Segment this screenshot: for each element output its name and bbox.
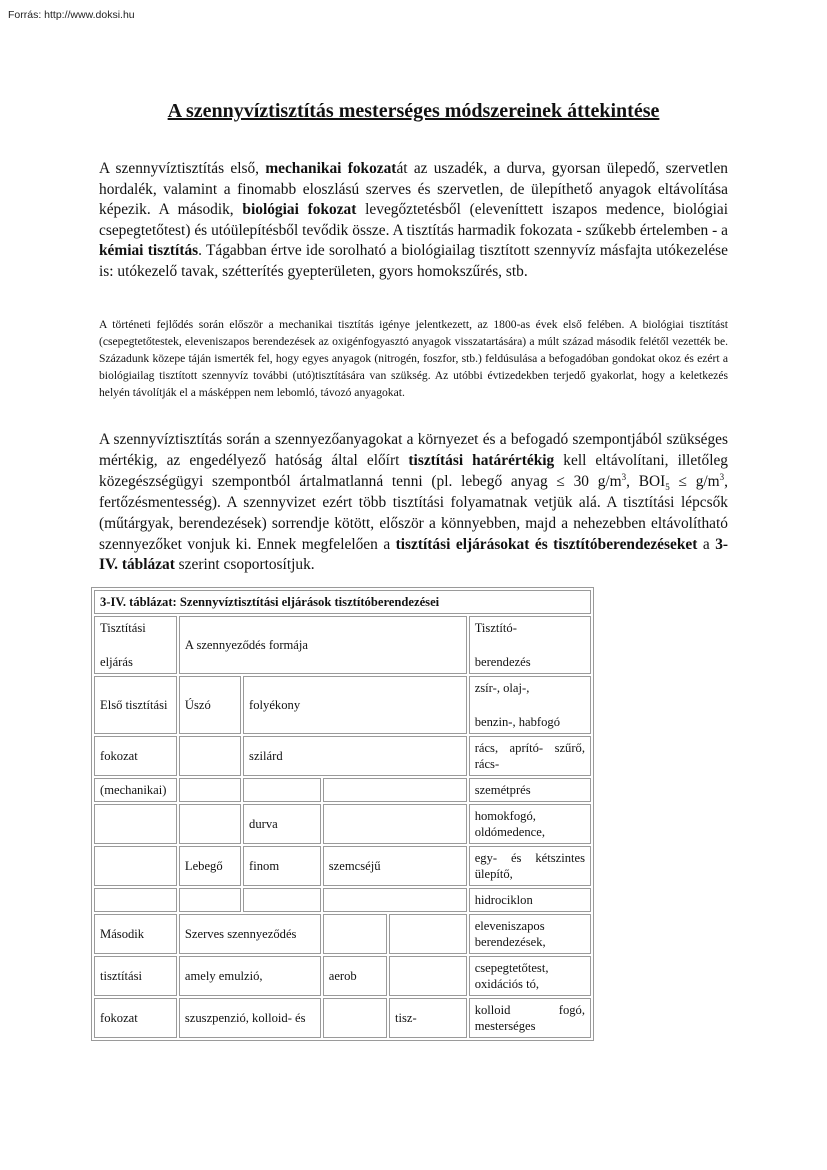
p3-text-2: kell eltávolítani, illetőleg közegészségügyi szempontból ártalmatlanná tenni (pl. lebegő anyag ≤ 30 g/m [99, 451, 728, 490]
table-cell [94, 616, 177, 674]
header-berendezes-1: Tisztító- [474, 621, 517, 635]
p3-sup-2: 3 [719, 471, 725, 482]
p1-text-2: át az uszadék, a durva, gyorsan ülepedő, szervetlen hordalék, valamint a finomabb eloszlású szerves és szervetlen, de ülepíthető anyagok eltávolítása képezik. A második, [99, 160, 728, 219]
paragraph-history: A történeti fejlődés során először a mechanikai tisztítás igénye jelentkezett, az 1800-as évek első felében. A biológiai tisztítást (csepegtetőtestek, eleveniszapos berendezések az oxigénfogyasztó anyagok visszatartására) a múlt század második felétől vezették be. Századunk közepe táján ismerték fel, hogy egyes anyagok (nitrogén, foszfor, stb.) feldúsulása a befogadóban gondokat okoz és ezért a biológiailag tisztított szennyvíz további (utó)tisztítására van szükség. Az utóbbi évtizedekben terjedő gyakorlat, hogy a keletkezés helyén távolítják el a másképpen nem lebomló, távozó anyagokat. [99, 318, 728, 399]
p3-bold-3: 3-IV. táblázat [99, 535, 729, 574]
table-cell [389, 956, 467, 996]
header-forma: A szennyeződés formája [179, 616, 467, 674]
table-cell [389, 914, 467, 954]
header-berendezes-2: berendezés [474, 655, 531, 669]
procedures-table [91, 587, 594, 1041]
table-row [94, 736, 591, 776]
table-cell: Második [94, 914, 177, 954]
table-cell: Első tisztítási [94, 676, 177, 734]
table-cell [469, 616, 591, 674]
table-cell: szemétprés [469, 778, 591, 802]
table-row [94, 888, 591, 912]
table-cell [179, 888, 241, 912]
table-cell [243, 778, 321, 802]
table-cell: hidrociklon [469, 888, 591, 912]
table-cell: folyékony [243, 676, 467, 734]
table-cell [94, 804, 177, 844]
table-cell: tisztítási [94, 956, 177, 996]
header-eljaras-2: eljárás [100, 655, 133, 669]
table-row [94, 956, 591, 996]
p3-text-3: , BOI [626, 472, 666, 490]
table-row [94, 590, 591, 614]
table-cell [323, 778, 467, 802]
cell-zsir-2: benzin-, habfogó [474, 715, 561, 729]
p3-text-1: A szennyvíztisztítás során a szennyezőanyagokat a környezet és a befogadó szempontjából szükséges mértékig, az engedélyező hatóság által előírt [99, 431, 728, 469]
table-cell: (mechanikai) [94, 778, 177, 802]
p1-bold-3: kémiai tisztítás [99, 242, 199, 260]
table-cell [469, 676, 591, 734]
p3-sub-1: 5 [665, 481, 670, 492]
table-row [94, 676, 591, 734]
table-cell: tisz- [389, 998, 467, 1038]
table-cell: szilárd [243, 736, 467, 776]
table-cell [323, 804, 467, 844]
table-cell: finom [243, 846, 321, 886]
p1-text-4: . Tágabban értve ide sorolható a biológiailag tisztított szennyvíz másfajta utókezelése is: utókezelő tavak, szétterítés gyepterületen, gyors homokszűrés, stb. [99, 242, 728, 280]
p3-text-5: , fertőzésmentesség). A szennyvizet ezért több tisztítási folyamatnak vetjük alá. A tisztítási lépcsők (műtárgyak, berendezések) sorrendje kötött, először a könnyebben, majd a nehezebben eltávolítható szennyezőket vonjuk ki. Ennek megfelelően a [99, 472, 729, 553]
paragraph-limits [99, 430, 728, 576]
table-cell [179, 778, 241, 802]
table-cell [323, 914, 387, 954]
table-cell: kolloid fogó, mesterséges [469, 998, 591, 1038]
p1-text-1: A szennyvíztisztítás első, [99, 160, 266, 177]
table-row [94, 846, 591, 886]
table-caption: 3-IV. táblázat: Szennyvíztisztítási eljárások tisztítóberendezései [94, 590, 591, 614]
table-cell: aerob [323, 956, 387, 996]
p1-text-3: levegőztetésből (eleveníttett iszapos medence, biológiai csepegtetőtest) és utóülepítésből tevődik össze. A tisztítás harmadik fokozata - szűkebb értelemben - a [99, 201, 728, 239]
table-cell [94, 846, 177, 886]
cell-zsir-1: zsír-, olaj-, [474, 681, 530, 695]
table-cell: durva [243, 804, 321, 844]
paragraph-intro [99, 159, 728, 283]
p3-text-4: ≤ g/m [669, 472, 720, 490]
table-cell: eleveniszapos berendezések, [469, 914, 591, 954]
table-row [94, 616, 591, 674]
table-cell: Úszó [179, 676, 241, 734]
table-cell [323, 998, 387, 1038]
table-cell: rács, aprító- szűrő, rács- [469, 736, 591, 776]
table-row [94, 998, 591, 1038]
table-cell: Lebegő [179, 846, 241, 886]
table-cell [94, 888, 177, 912]
p3-bold-2: tisztítási eljárásokat és tisztítóberendezéseket [395, 535, 698, 553]
p3-sup-1: 3 [621, 471, 627, 482]
table-cell: fokozat [94, 998, 177, 1038]
table-cell [179, 736, 241, 776]
table-cell: homokfogó, oldómedence, [469, 804, 591, 844]
table-row [94, 778, 591, 802]
p1-bold-1: mechanikai fokozat [265, 160, 397, 177]
table-cell: Szerves szennyeződés [179, 914, 321, 954]
table-cell: szuszpenzió, kolloid- és [179, 998, 321, 1038]
table-cell [179, 804, 241, 844]
page-title: A szennyvíztisztítás mesterséges módszereinek áttekintése [167, 100, 660, 122]
header-eljaras-1: Tisztítási [100, 621, 146, 635]
table-cell: csepegtetőtest, oxidációs tó, [469, 956, 591, 996]
table-row [94, 804, 591, 844]
p1-bold-2: biológiai fokozat [242, 201, 357, 219]
table-row [94, 914, 591, 954]
source-line: Forrás: http://www.doksi.hu [8, 9, 135, 21]
table-cell: egy- és kétszintes ülepítő, [469, 846, 591, 886]
table-cell [243, 888, 321, 912]
p3-text-7: szerint csoportosítjuk. [174, 556, 315, 574]
p3-bold-1: tisztítási határértékig [408, 451, 555, 469]
table-cell: amely emulzió, [179, 956, 321, 996]
table-cell: fokozat [94, 736, 177, 776]
table-cell [323, 888, 467, 912]
p3-text-6: a [697, 535, 716, 553]
table-cell: szemcséjű [323, 846, 467, 886]
